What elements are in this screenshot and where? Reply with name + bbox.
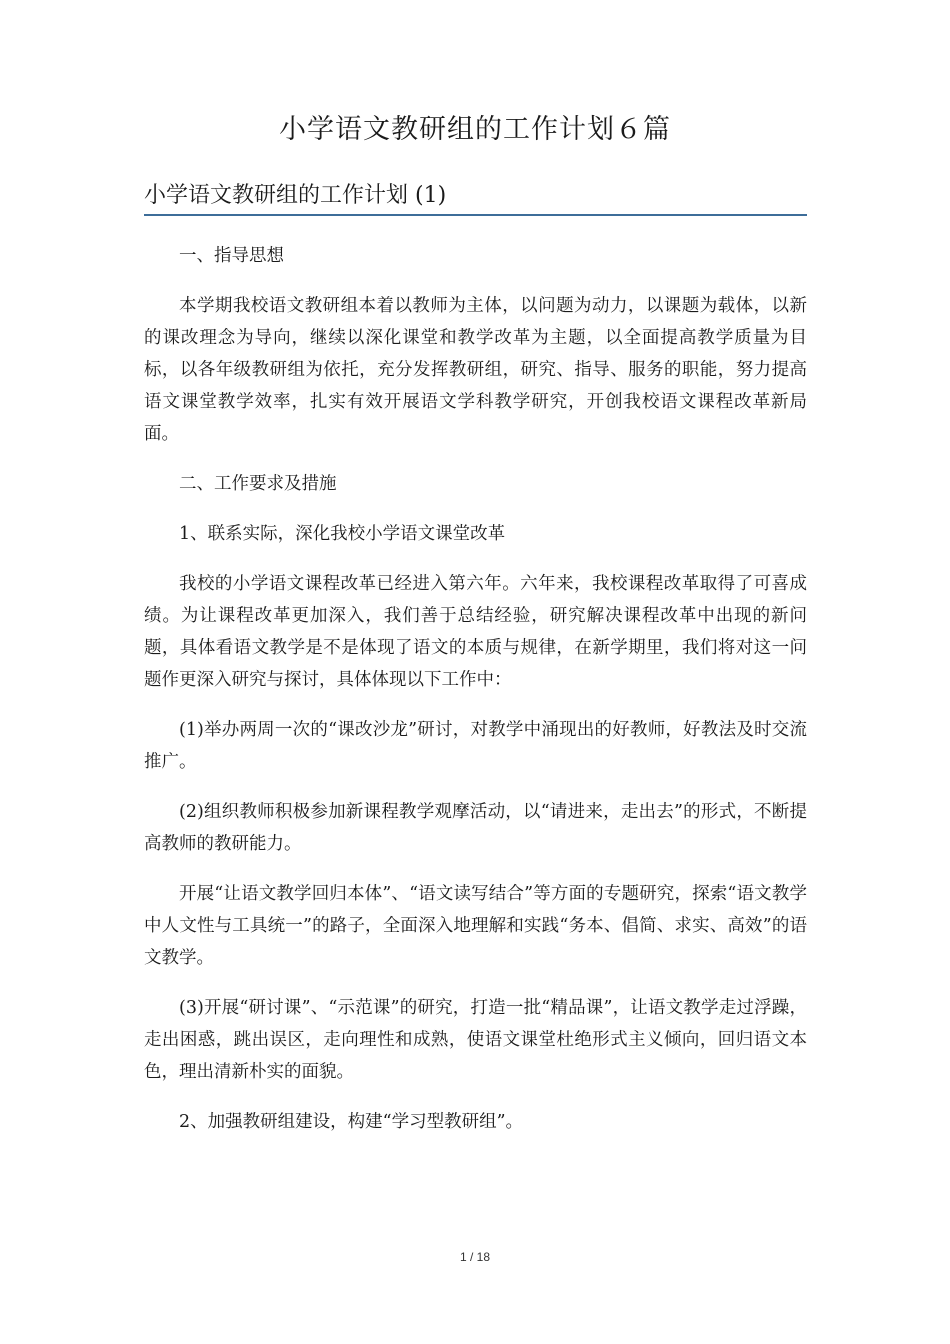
subheading-classroom-reform: 1、联系实际，深化我校小学语文课堂改革 bbox=[179, 524, 506, 544]
list-item-1: (1)举办两周一次的“课改沙龙”研讨，对教学中涌现出的好教师，好教法及时交流推广。 bbox=[144, 720, 807, 772]
paragraph-special-research: 开展“让语文教学回归本体”、“语文读写结合”等方面的专题研究，探索“语文教学中人文性与工具统一”的路子，全面深入地理解和实践“务本、倡简、求实、高效”的语文教学。 bbox=[144, 884, 807, 968]
paragraph-guiding-ideology: 本学期我校语文教研组本着以教师为主体，以问题为动力，以课题为载体，以新的课改理念为导向，继续以深化课堂和教学改革为主题，以全面提高教学质量为目标，以各年级教研组为依托，充分发挥教研组，研究、指导、服务的职能，努力提高语文课堂教学效率，扎实有效开展语文学科教学研究，开创我校语文课程改革新局面。 bbox=[144, 296, 807, 444]
heading-work-requirements: 二、工作要求及措施 bbox=[179, 474, 337, 494]
page-number: 1 / 18 bbox=[459, 1250, 491, 1264]
section-heading: 小学语文教研组的工作计划 (1) bbox=[144, 180, 807, 216]
heading-guiding-ideology: 一、指导思想 bbox=[179, 246, 284, 266]
list-item-3: (3)开展“研讨课”、“示范课”的研究，打造一批“精品课”，让语文教学走过浮躁，走出困惑，跳出误区，走向理性和成熟，使语文课堂杜绝形式主义倾向，回归语文本色，理出清新朴实的面貌。 bbox=[144, 998, 807, 1082]
paragraph-classroom-reform: 我校的小学语文课程改革已经进入第六年。六年来，我校课程改革取得了可喜成绩。为让课程改革更加深入，我们善于总结经验，研究解决课程改革中出现的新问题，具体看语文教学是不是体现了语文的本质与规律，在新学期里，我们将对这一问题作更深入研究与探讨，具体体现以下工作中： bbox=[144, 574, 807, 690]
document-title: 小学语文教研组的工作计划６篇 bbox=[279, 114, 671, 145]
list-item-2: (2)组织教师积极参加新课程教学观摩活动，以“请进来，走出去”的形式，不断提高教师的教研能力。 bbox=[144, 802, 807, 854]
document-body bbox=[144, 240, 807, 1156]
subheading-group-building: 2、加强教研组建设，构建“学习型教研组”。 bbox=[179, 1112, 524, 1132]
